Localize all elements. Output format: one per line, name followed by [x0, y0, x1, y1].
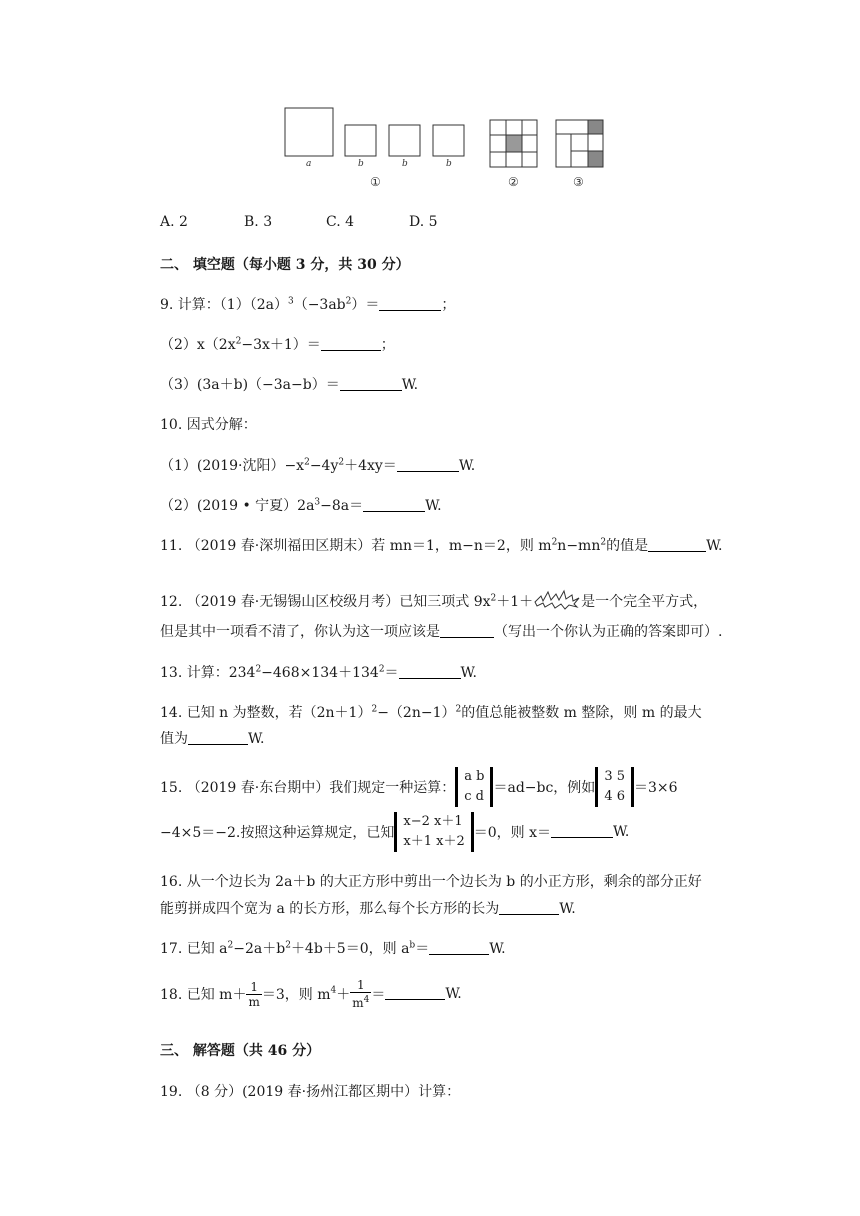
squares-figure [0, 0, 860, 200]
small-square-b-3 [433, 125, 464, 156]
q9-line3: （3）(3a＋b)（−3a−b）＝ W. [160, 377, 419, 393]
section-3-title: 三、 解答题（共 46 分） [160, 1043, 321, 1059]
q19-line: 19. （8 分）(2019 春·扬州江都区期中）计算： [160, 1084, 461, 1100]
q18-line: 18. 已知 m＋ $\frac{1}{m}$ ＝3，则 $m^4+$ $\frac{1}{m^4}$ ＝ W. [160, 978, 462, 1010]
q14-line2: 值为 W. [160, 731, 265, 747]
q12-line1: 12. （2019 春·无锡锡山区校级月考）已知三项式 $9x^2+1+$ 是一个完全平方式， [160, 588, 707, 611]
answer-blank[interactable] [648, 550, 706, 552]
q16-line1: 16. 从一个边长为 2a＋b 的大正方形中剪出一个边长为 b 的小正方形，剩余的部分正好 [160, 874, 702, 890]
q13-line: 13. 计算：$234^2-468\times 134+134^2= W$. [160, 664, 477, 681]
q15-line2: −4×5＝−2.按照这种运算规定，已知 x−2 x＋1 x＋1 x＋2 ＝0，则 x＝ W. [160, 812, 629, 852]
answer-blank[interactable] [188, 743, 248, 745]
fraction-1-over-m4: $\frac{1}{m^4}$ [352, 978, 370, 1010]
q10-title: 10. 因式分解： [160, 417, 257, 433]
determinant-definition: a b c d [455, 767, 493, 807]
answer-blank[interactable] [363, 510, 425, 512]
section-2-title: 二、 填空题（每小题 3 分，共 30 分） [160, 257, 410, 273]
answer-blank[interactable] [385, 998, 445, 1000]
answer-blank[interactable] [499, 913, 559, 915]
q17-line: 17. 已知 $a^2-2a+b^2+4b+5=0$，则 $a^b= W$. [160, 940, 506, 957]
answer-blank[interactable] [340, 389, 402, 391]
label-b-3: b [446, 159, 452, 169]
group-label-3: ③ [573, 175, 584, 189]
option-c: C. 4 [326, 214, 355, 230]
option-d: D. 5 [409, 214, 438, 230]
smudge-icon [533, 588, 581, 610]
group-label-1: ① [370, 175, 381, 189]
figure-2-overlap [506, 135, 522, 152]
fraction-1-over-m: $\frac{1}{m}$ [248, 979, 260, 1009]
answer-blank[interactable] [379, 309, 441, 311]
determinant-example: 3 5 4 6 [595, 767, 634, 807]
figure-3-shaded-top [588, 120, 603, 134]
answer-blank[interactable] [399, 677, 461, 679]
answer-blank[interactable] [397, 470, 459, 472]
big-square-a [285, 108, 333, 156]
option-a: A. 2 [160, 214, 188, 230]
q10-line2: （2）(2019 • 宁夏）$2a^3-8a= W$. [160, 497, 442, 514]
q10-line1: （1）(2019·沈阳）$-x^2-4y^2+4xy= W$. [160, 457, 476, 474]
label-b-1: b [358, 159, 364, 169]
small-square-b-1 [345, 125, 376, 156]
figure-3-shaded-bottom [588, 151, 603, 167]
label-a: a [306, 159, 312, 169]
answer-blank[interactable] [321, 349, 381, 351]
answer-blank[interactable] [551, 836, 613, 838]
q14-line1: 14. 已知 n 为整数，若$(2n+1)^2-(2n-1)^2$的值总能被整数 m 整除，则 m 的最大 [160, 704, 702, 721]
determinant-equation: x−2 x＋1 x＋1 x＋2 [394, 812, 473, 852]
option-b: B. 3 [244, 214, 273, 230]
q15-line1: 15. （2019 春·东台期中）我们规定一种运算： a b c d ＝ad−bc，例如 3 5 4 6 ＝3×6 [160, 767, 678, 807]
small-square-b-2 [389, 125, 420, 156]
q9-line2: $(2)x(2x^2-3x+1)=$ ； [160, 336, 395, 353]
answer-blank[interactable] [429, 953, 489, 955]
answer-blank[interactable] [440, 636, 494, 638]
q12-line2: 但是其中一项看不清了，你认为这一项应该是 （写出一个你认为正确的答案即可）. [160, 624, 723, 640]
q9-line1: 9. 计算：$(1)(2a)^3(-3ab^2)=$ ； [160, 296, 456, 313]
label-b-2: b [402, 159, 408, 169]
q16-line2: 能剪拼成四个宽为 a 的长方形，那么每个长方形的长为 W. [160, 901, 576, 917]
q11-line: 11. （2019 春·深圳福田区期末）若 mn＝1，m−n＝2，则 $m^2n-mn^2$的值是 W. [160, 537, 723, 554]
group-label-2: ② [508, 175, 519, 189]
